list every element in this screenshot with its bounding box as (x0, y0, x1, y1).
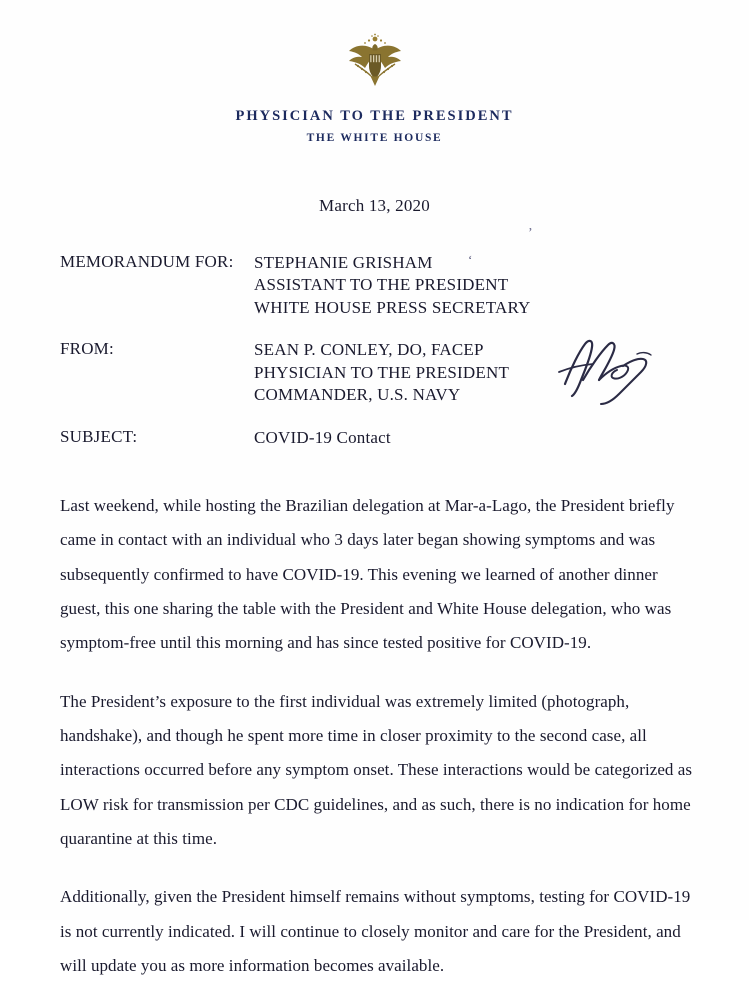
memo-row-addressee (60, 252, 701, 319)
memo-for-line-1: STEPHANIE GRISHAM (254, 253, 433, 272)
memo-body (0, 489, 749, 983)
memo-row-from (60, 339, 701, 406)
memo-label-for: MEMORANDUM FOR: (60, 252, 234, 271)
memo-from-line-1: SEAN P. CONLEY, DO, FACEP (254, 340, 484, 360)
memo-row-subject (60, 427, 701, 449)
memo-label-from: FROM: (60, 339, 114, 359)
memo-value-for (254, 252, 531, 319)
stray-pen-mark-upper: ʼ (528, 226, 533, 241)
memo-for-line-3: WHITE HOUSE PRESS SECRETARY (254, 297, 531, 317)
letterhead-subtitle: THE WHITE HOUSE (306, 132, 443, 144)
body-paragraph-1: Last weekend, while hosting the Brazilian delegation at Mar-a-Lago, the President briefly came in contact with an individual who 3 days later began showing symptoms and was subsequently confirmed to have COVID-19. This evening we learned of another dinner guest, this one sharing the table with the President and White House delegation, who was symptom-free until this morning and has since tested positive for COVID-19. (60, 496, 675, 653)
memo-from-line-3: COMMANDER, U.S. NAVY (254, 385, 461, 405)
memo-label-subject: SUBJECT: (60, 426, 138, 446)
letterhead (0, 108, 749, 144)
memo-subject-line-1: COVID-19 Contact (254, 427, 391, 447)
memo-date: March 13, 2020 (319, 196, 430, 215)
stray-pen-mark: ʻ (468, 252, 473, 267)
memo-header-block (0, 226, 749, 449)
memo-value-from (254, 339, 509, 406)
body-paragraph-3: Additionally, given the President himself remains without symptoms, testing for COVID-19 is not currently indicated. I will continue to closely monitor and care for the President, and will update you as more information becomes available. (60, 887, 691, 975)
seal-container (0, 0, 749, 92)
memo-from-line-2: PHYSICIAN TO THE PRESIDENT (254, 362, 510, 382)
letterhead-title: PHYSICIAN TO THE PRESIDENT (235, 108, 514, 124)
memo-value-subject (254, 427, 391, 449)
presidential-eagle-seal-icon (343, 30, 407, 92)
body-paragraph-2: The President’s exposure to the first individual was extremely limited (photograph, handshake), and though he spent more time in closer proximity to the second case, all interactions occurred before any symptom onset. These interactions would be categorized as LOW risk for transmission per CDC guidelines, and as such, there is no indication for home quarantine at this time. (60, 691, 693, 849)
memo-for-line-2: ASSISTANT TO THE PRESIDENT (254, 275, 509, 295)
